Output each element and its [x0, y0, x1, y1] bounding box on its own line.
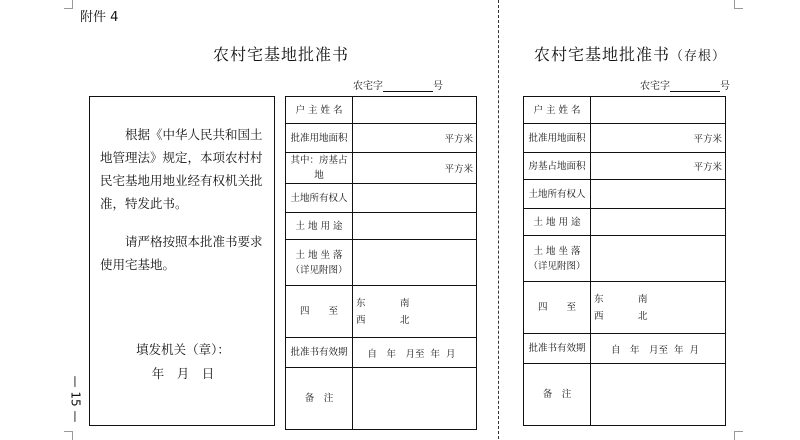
stub-title: 农村宅基地批准书（存根） — [534, 45, 727, 64]
location-label: 土 地 坐 落 （详见附图） — [286, 240, 353, 286]
table-row — [286, 97, 477, 124]
serial-blank — [383, 81, 433, 92]
stub-approved-area-label: 批准用地面积 — [524, 124, 591, 153]
validity-value: 自 年 月至 年 月 — [353, 338, 477, 368]
stub-owner-name-value — [591, 97, 726, 124]
owner-name-value — [353, 97, 477, 124]
page-number: — 15 — — [68, 375, 83, 423]
stub-remarks-value — [591, 364, 726, 426]
stub-land-owner-label: 土地所有权人 — [524, 180, 591, 209]
table-row — [524, 364, 726, 426]
boundaries-label: 四 至 — [286, 286, 353, 338]
stub-serial-number: 农宅字 号 — [640, 81, 730, 92]
table-row — [286, 213, 477, 240]
approval-notice — [89, 96, 275, 426]
corner-mark-top-left — [64, 0, 73, 9]
table-row — [524, 153, 726, 180]
table-row — [286, 124, 477, 153]
corner-mark-top-right — [734, 0, 743, 9]
validity-label: 批准书有效期 — [286, 338, 353, 368]
main-serial-number: 农宅字 号 — [353, 81, 443, 92]
stub-location-value — [591, 236, 726, 282]
land-owner-label: 土地所有权人 — [286, 184, 353, 213]
stub-house-area-label: 房基占地面积 — [524, 153, 591, 180]
stub-boundaries-value: 东 南 西 北 — [591, 282, 726, 334]
table-row — [524, 124, 726, 153]
stub-owner-name-label: 户 主 姓 名 — [524, 97, 591, 124]
stub-land-use-value — [591, 209, 726, 236]
stub-approved-area-unit: 平方米 — [591, 124, 726, 153]
table-row — [524, 97, 726, 124]
stub-form-table — [523, 96, 726, 426]
remarks-value — [353, 368, 477, 430]
table-row — [524, 209, 726, 236]
notice-paragraph-2: 请严格按照本批准书要求使用宅基地。 — [100, 234, 263, 272]
table-row — [286, 184, 477, 213]
approved-area-label: 批准用地面积 — [286, 124, 353, 153]
table-row — [286, 368, 477, 430]
table-row — [286, 240, 477, 286]
stub-validity-value: 自 年 月至 年 月 — [591, 334, 726, 364]
stub-land-use-label: 土 地 用 途 — [524, 209, 591, 236]
table-row — [524, 180, 726, 209]
house-area-label: 其中：房基占地 — [286, 153, 353, 184]
serial-blank — [670, 81, 720, 92]
stub-land-owner-value — [591, 180, 726, 209]
table-row — [286, 153, 477, 184]
stub-validity-label: 批准书有效期 — [524, 334, 591, 364]
table-row — [286, 286, 477, 338]
stub-remarks-label: 备 注 — [524, 364, 591, 426]
main-title: 农村宅基地批准书 — [213, 45, 350, 64]
table-row — [524, 236, 726, 282]
notice-paragraph-1: 根据《中华人民共和国土地管理法》规定，本项农村村民宅基地用地业经有权机关批准，特发此书。 — [100, 127, 263, 211]
location-value — [353, 240, 477, 286]
table-row — [524, 282, 726, 334]
house-area-unit: 平方米 — [353, 153, 477, 184]
cut-line — [498, 0, 499, 439]
owner-name-label: 户 主 姓 名 — [286, 97, 353, 124]
table-row — [524, 334, 726, 364]
stub-location-label: 土 地 坐 落 （详见附图） — [524, 236, 591, 282]
main-form-table — [285, 96, 477, 430]
table-row — [286, 338, 477, 368]
attachment-label: 附件 4 — [80, 10, 119, 25]
land-owner-value — [353, 184, 477, 213]
remarks-label: 备 注 — [286, 368, 353, 430]
land-use-label: 土 地 用 途 — [286, 213, 353, 240]
land-use-value — [353, 213, 477, 240]
approved-area-unit: 平方米 — [353, 124, 477, 153]
issue-date: 年 月 日 — [151, 366, 215, 381]
boundaries-value: 东 南 西 北 — [353, 286, 477, 338]
stub-boundaries-label: 四 至 — [524, 282, 591, 334]
stub-house-area-unit: 平方米 — [591, 153, 726, 180]
issuing-authority-seal: 填发机关（章）： — [136, 342, 230, 357]
